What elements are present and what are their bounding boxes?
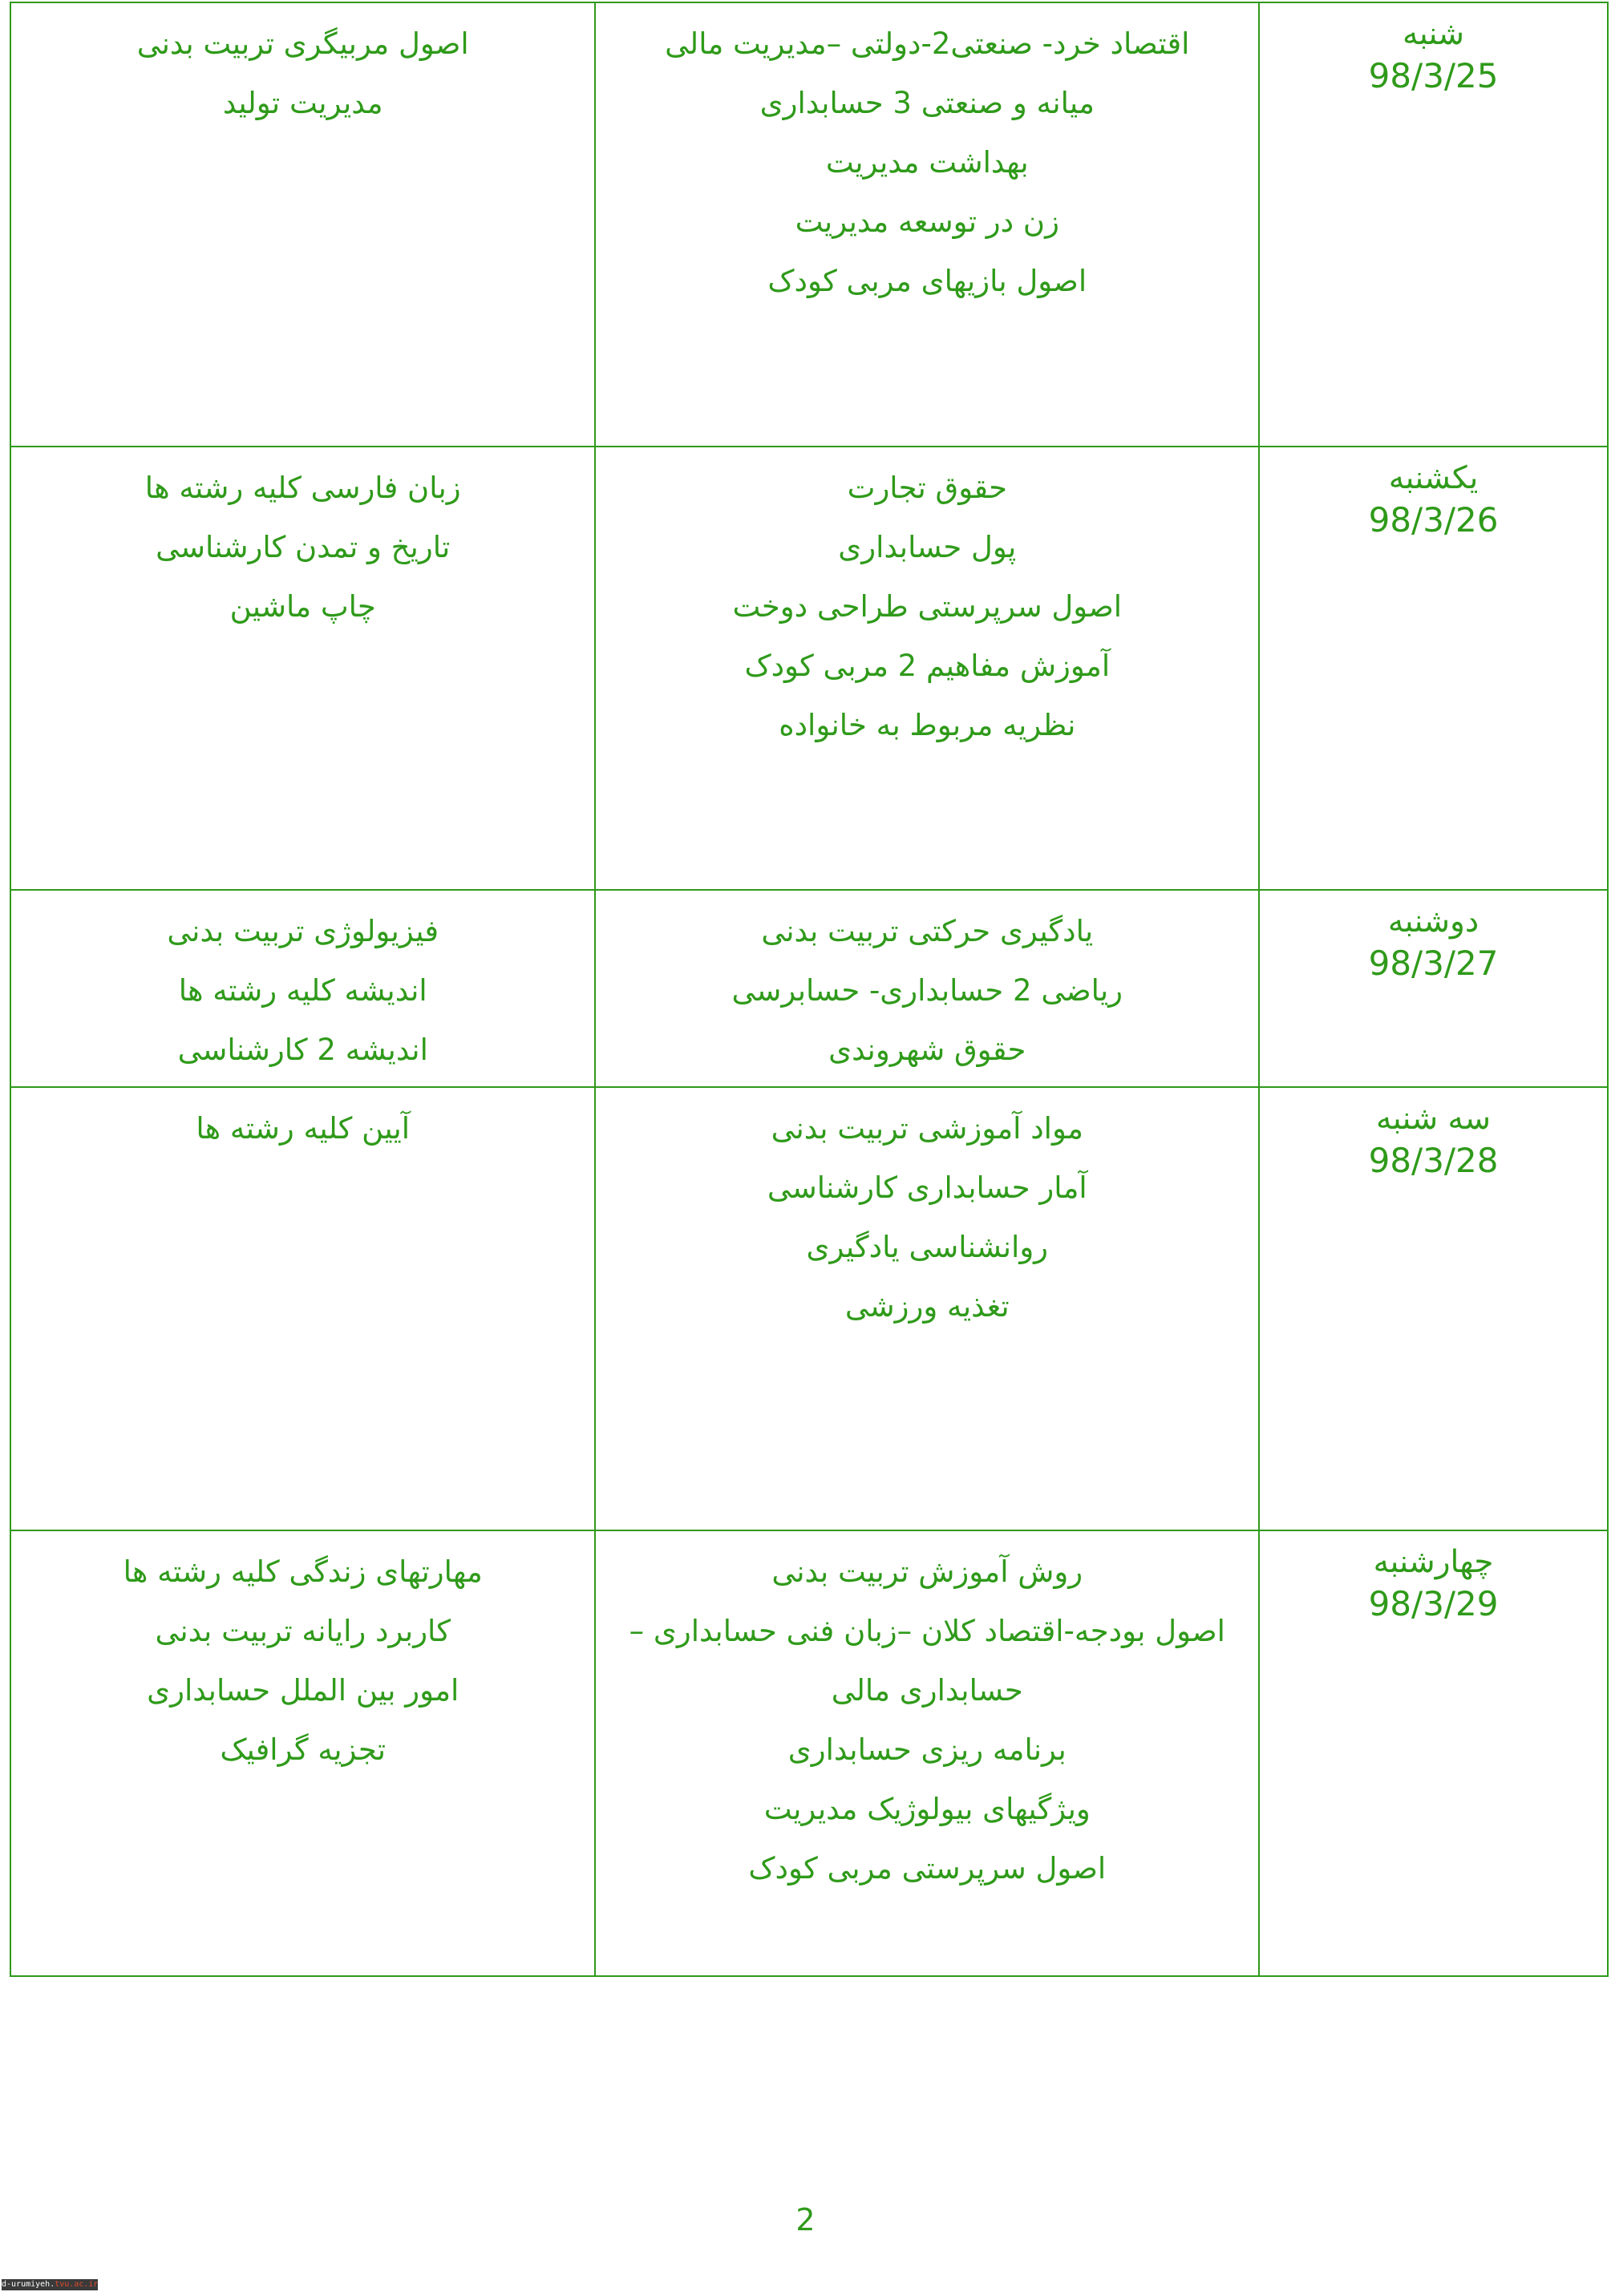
course-name: حقوق شهروندی [828,1033,1026,1067]
schedule-row [10,1530,1608,1976]
course-name: روش آموزش تربیت بدنی [771,1554,1083,1589]
exam-date: 98/3/26 [1368,500,1499,540]
course-name: اصول مربیگری تربیت بدنی [136,26,469,61]
watermark-domain: tvu.ac.ir [55,2280,98,2289]
page-number: 2 [795,2202,816,2237]
day-date-cell [1259,890,1608,1087]
weekday-name: شنبه [1402,16,1465,52]
exams-second-session-cell [10,2,595,447]
course-name: اقتصاد خرد- صنعتی2-دولتی –مدیریت مالی [665,26,1190,61]
exam-date: 98/3/25 [1368,56,1499,95]
course-name: اصول سرپرستی طراحی دوخت [732,589,1123,624]
course-name: برنامه ریزی حسابداری [787,1732,1067,1767]
exams-second-session-cell [10,1530,595,1976]
course-name: مواد آموزشی تربیت بدنی [771,1111,1083,1146]
course-name: حقوق تجارت [847,471,1007,505]
course-name: تاریخ و تمدن کارشناسی [156,530,451,564]
schedule-row [10,447,1608,890]
course-name: تجزیه گرافیک [220,1732,387,1767]
exam-date: 98/3/27 [1368,944,1499,983]
schedule-row [10,2,1608,447]
course-name: حسابداری مالی [831,1673,1023,1708]
exams-second-session-cell [10,890,595,1087]
course-name: اندیشه کلیه رشته ها [178,973,427,1008]
course-name: چاپ ماشین [229,589,376,624]
exam-schedule-body [10,2,1608,1976]
exams-first-session-cell [595,1530,1259,1976]
exams-first-session-cell [595,447,1259,890]
weekday-name: دوشنبه [1387,903,1479,940]
course-name: امور بین الملل حسابداری [147,1673,459,1708]
day-date-cell [1259,1530,1608,1976]
course-name: نظریه مربوط به خانواده [779,708,1076,742]
course-name: آمار حسابداری کارشناسی [767,1170,1087,1205]
weekday-name: چهارشنبه [1373,1544,1494,1580]
course-name: اصول بودجه-اقتصاد کلان –زبان فنی حسابداری – [629,1614,1225,1648]
weekday-name: یکشنبه [1388,460,1479,496]
course-name: زبان فارسی کلیه رشته ها [144,471,461,505]
course-name: آیین کلیه رشته ها [196,1111,411,1146]
course-name: ویژگیهای بیولوژیک مدیریت [763,1792,1091,1826]
exams-first-session-cell [595,890,1259,1087]
exams-first-session-cell [595,2,1259,447]
course-name: تغذیه ورزشی [844,1289,1010,1324]
course-name: اندیشه 2 کارشناسی [177,1033,428,1067]
course-name: اصول سرپرستی مربی کودک [748,1851,1107,1886]
exam-schedule-table [10,2,1609,1977]
course-name: بهداشت مدیریت [825,145,1029,180]
course-name: اصول بازیهای مربی کودک [767,264,1087,298]
course-name: ریاضی 2 حسابداری- حسابرسی [731,973,1123,1008]
course-name: آموزش مفاهیم 2 مربی کودک [744,649,1111,683]
course-name: پول حسابداری [838,530,1017,564]
exams-first-session-cell [595,1087,1259,1530]
day-date-cell [1259,447,1608,890]
course-name: یادگیری حرکتی تربیت بدنی [761,914,1094,948]
watermark-prefix: d-urumiyeh. [2,2280,55,2289]
course-name: کاربرد رایانه تربیت بدنی [155,1614,451,1648]
course-name: مدیریت تولید [222,86,383,120]
day-date-cell [1259,1087,1608,1530]
schedule-row [10,890,1608,1087]
exam-date: 98/3/28 [1368,1141,1499,1180]
course-name: میانه و صنعتی 3 حسابداری [759,86,1095,120]
day-date-cell [1259,2,1608,447]
exams-second-session-cell [10,447,595,890]
course-name: مهارتهای زندگی کلیه رشته ها [123,1554,483,1589]
course-name: روانشناسی یادگیری [806,1230,1049,1264]
exam-date: 98/3/29 [1368,1584,1499,1623]
exams-second-session-cell [10,1087,595,1530]
course-name: زن در توسعه مدیریت [795,204,1059,239]
site-watermark [2,2279,98,2290]
weekday-name: سه شنبه [1376,1101,1492,1137]
course-name: فیزیولوژی تربیت بدنی [167,914,439,948]
schedule-row [10,1087,1608,1530]
